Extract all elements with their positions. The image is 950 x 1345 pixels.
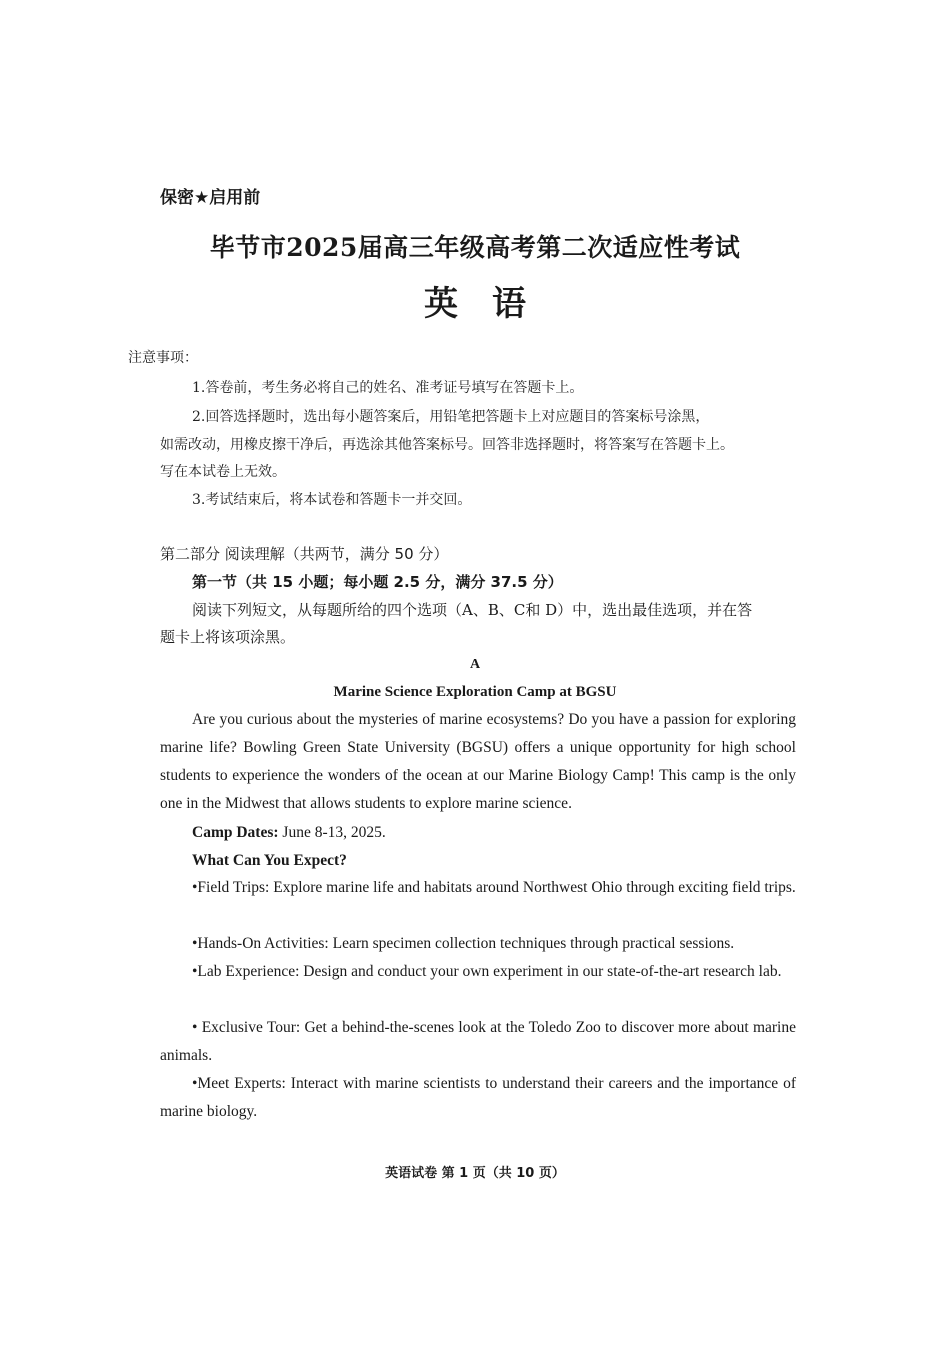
bullet-meet-experts: •Meet Experts: Interact with marine scientists to understand their careers and the importance of marine biology. xyxy=(160,1075,796,1120)
camp-dates xyxy=(192,824,386,842)
notice-item-2-line-1: 2.回答选择题时，选出每小题答案后，用铅笔把答题卡上对应题目的答案标号涂黑， xyxy=(192,409,710,425)
notice-item-1: 1.答卷前，考生务必将自己的姓名、准考证号填写在答题卡上。 xyxy=(192,380,584,396)
bullet-lab-experience: •Lab Experience: Design and conduct your own experiment in our state-of-the-art research lab. xyxy=(192,963,782,980)
bullet-exclusive-tour: • Exclusive Tour: Get a behind-the-scenes look at the Toledo Zoo to discover more about marine animals. xyxy=(160,1019,796,1064)
notice-item-2-line-2: 如需改动，用橡皮擦干净后，再选涂其他答案标号。回答非选择题时，将答案写在答题卡上。 xyxy=(160,437,734,453)
instruction-line-1: 阅读下列短文，从每题所给的四个选项（A、B、C和 D）中，选出最佳选项，并在答 xyxy=(192,601,753,619)
confidential-label: 保密★启用前 xyxy=(160,188,261,208)
notice-heading: 注意事项： xyxy=(128,350,198,366)
subject-title: 英语 xyxy=(424,284,560,324)
camp-dates-label: Camp Dates: xyxy=(192,824,279,841)
notice-item-3: 3.考试结束后，将本试卷和答题卡一并交回。 xyxy=(192,492,472,508)
camp-dates-value: June 8-13, 2025. xyxy=(278,824,386,841)
expect-heading: What Can You Expect? xyxy=(192,852,347,869)
page-footer: 英语试卷 第 1 页（共 10 页） xyxy=(385,1166,565,1181)
exam-title: 毕节市2025届高三年级高考第二次适应性考试 xyxy=(209,233,741,262)
section-heading: 第一节（共 15 小题；每小题 2.5 分，满分 37.5 分） xyxy=(192,573,563,591)
bullet-hands-on: •Hands-On Activities: Learn specimen collection techniques through practical sessions. xyxy=(192,935,735,952)
passage-letter: A xyxy=(469,657,481,672)
instruction-line-2: 题卡上将该项涂黑。 xyxy=(160,628,296,646)
passage-title: Marine Science Exploration Camp at BGSU xyxy=(333,684,617,700)
bullet-field-trips: •Field Trips: Explore marine life and habitats around Northwest Ohio through exciting field trips. xyxy=(192,879,796,896)
notice-item-2-line-3: 写在本试卷上无效。 xyxy=(160,464,286,480)
passage-intro-paragraph: Are you curious about the mysteries of marine ecosystems? Do you have a passion for exploring marine life? Bowling Green State University (BGSU) offers a unique opportunity for high school students to experience the wonders of the ocean at our Marine Biology Camp! This camp is the only one in the Midwest that allows students to explore marine science. xyxy=(160,711,796,812)
part-heading: 第二部分 阅读理解（共两节，满分 50 分） xyxy=(160,545,449,563)
